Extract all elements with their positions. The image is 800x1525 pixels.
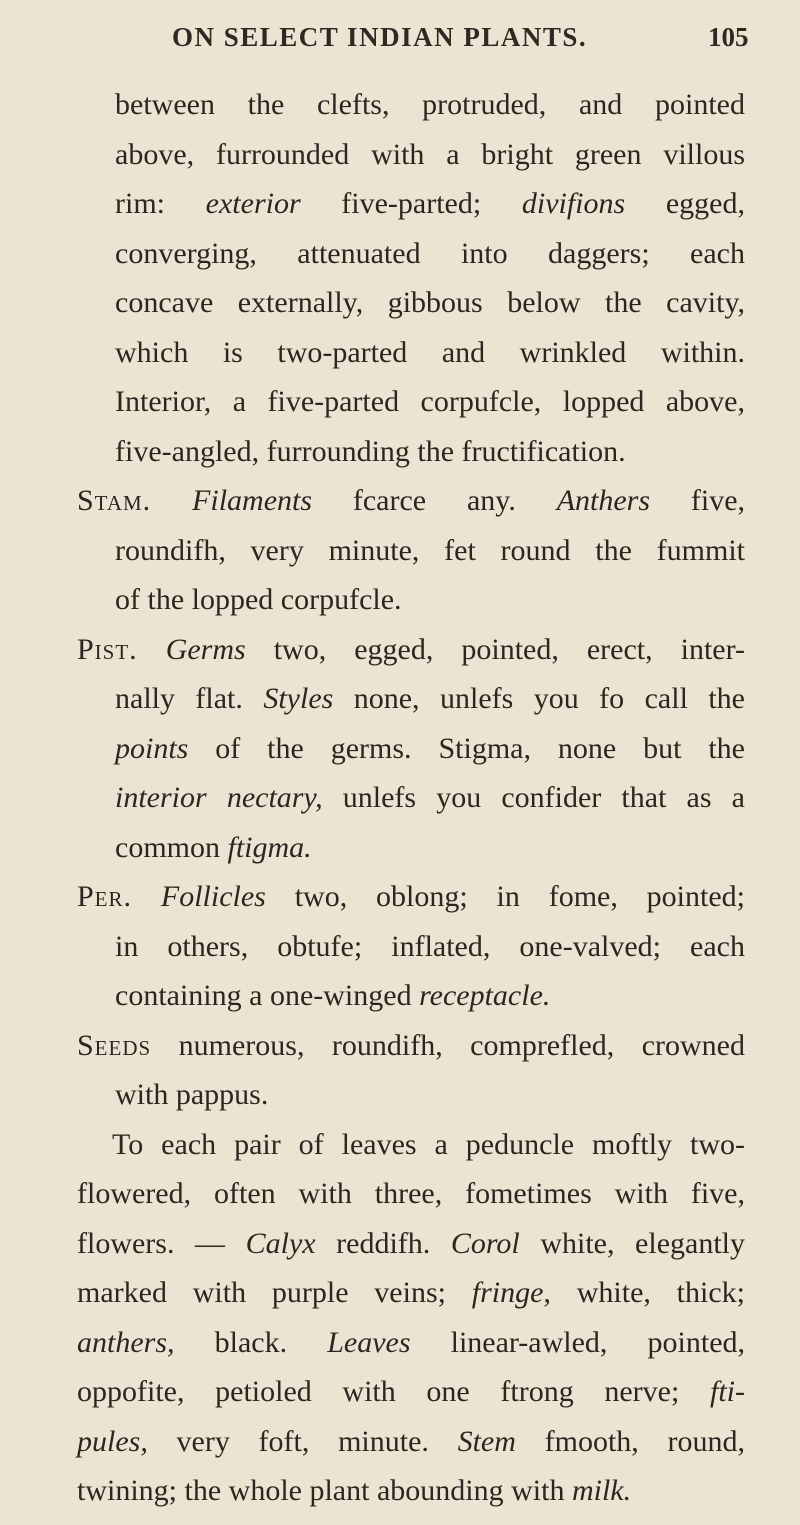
text-line: common ftigma. xyxy=(115,830,312,864)
text-line: Interior, a five-parted corpufcle, lopped above, xyxy=(115,385,745,418)
text-line: Filaments fcarce any. Anthers five, xyxy=(192,484,746,517)
text-line: converging, attenuated into daggers; each xyxy=(115,236,745,270)
text-line: five-angled, furrounding the fructification. xyxy=(115,434,626,468)
text-line: oppofite, petioled with one ftrong nerve; fti- xyxy=(77,1375,745,1408)
text-line: anthers, black. Leaves linear-awled, pointed, xyxy=(77,1325,746,1359)
text-line: Follicles two, oblong; in fome, pointed; xyxy=(160,880,746,913)
text-line: with pappus. xyxy=(115,1078,269,1111)
text-line: To each pair of leaves a peduncle moftly two- xyxy=(112,1127,745,1161)
text-line: roundifh, very minute, fet round the fummit xyxy=(115,533,745,567)
page-header xyxy=(0,22,800,62)
text-line: rim: exterior five-parted; divifions egged, xyxy=(115,187,745,220)
text-line: flowered, often with three, fometimes with five, xyxy=(77,1177,745,1210)
text-line: which is two-parted and wrinkled within. xyxy=(115,335,745,369)
text-line: interior nectary, unlefs you confider that as a xyxy=(115,781,745,814)
text-line: pules, very foft, minute. Stem fmooth, round, xyxy=(77,1424,745,1458)
stamens-entry xyxy=(77,476,745,526)
seeds-label: Seeds xyxy=(77,1028,152,1062)
pistil-label: Pist. xyxy=(77,632,138,666)
stamens-label: Stam. xyxy=(77,484,152,517)
text-line: numerous, roundifh, comprefled, crowned xyxy=(178,1028,746,1062)
text-line: in others, obtufe; inflated, one-valved; each xyxy=(115,929,745,963)
page-number: 105 xyxy=(708,22,749,52)
pistil-entry xyxy=(77,625,745,675)
pericarp-entry xyxy=(77,872,745,922)
text-line: Germs two, egged, pointed, erect, inter- xyxy=(165,632,745,666)
pericarp-label: Per. xyxy=(77,880,133,913)
text-line: containing a one-winged receptacle. xyxy=(115,979,551,1012)
text-line: marked with purple veins; fringe, white, thick; xyxy=(77,1276,745,1309)
text-line: flowers. — Calyx reddifh. Corol white, elegantly xyxy=(77,1226,745,1260)
text-line: between the clefts, protruded, and pointed xyxy=(115,88,745,121)
text-line: above, furrounded with a bright green villous xyxy=(115,137,745,171)
text-line: nally flat. Styles none, unlefs you fo call the xyxy=(115,682,745,715)
text-line-overflow: twining; the whole plant abounding with milk. xyxy=(77,1474,632,1507)
text-line: concave externally, gibbous below the cavity, xyxy=(115,286,745,319)
running-head: ON SELECT INDIAN PLANTS. xyxy=(172,22,588,52)
text-line: points of the germs. Stigma, none but the xyxy=(115,731,745,765)
text-line: of the lopped corpufcle. xyxy=(115,583,402,616)
seeds-entry xyxy=(77,1021,745,1071)
